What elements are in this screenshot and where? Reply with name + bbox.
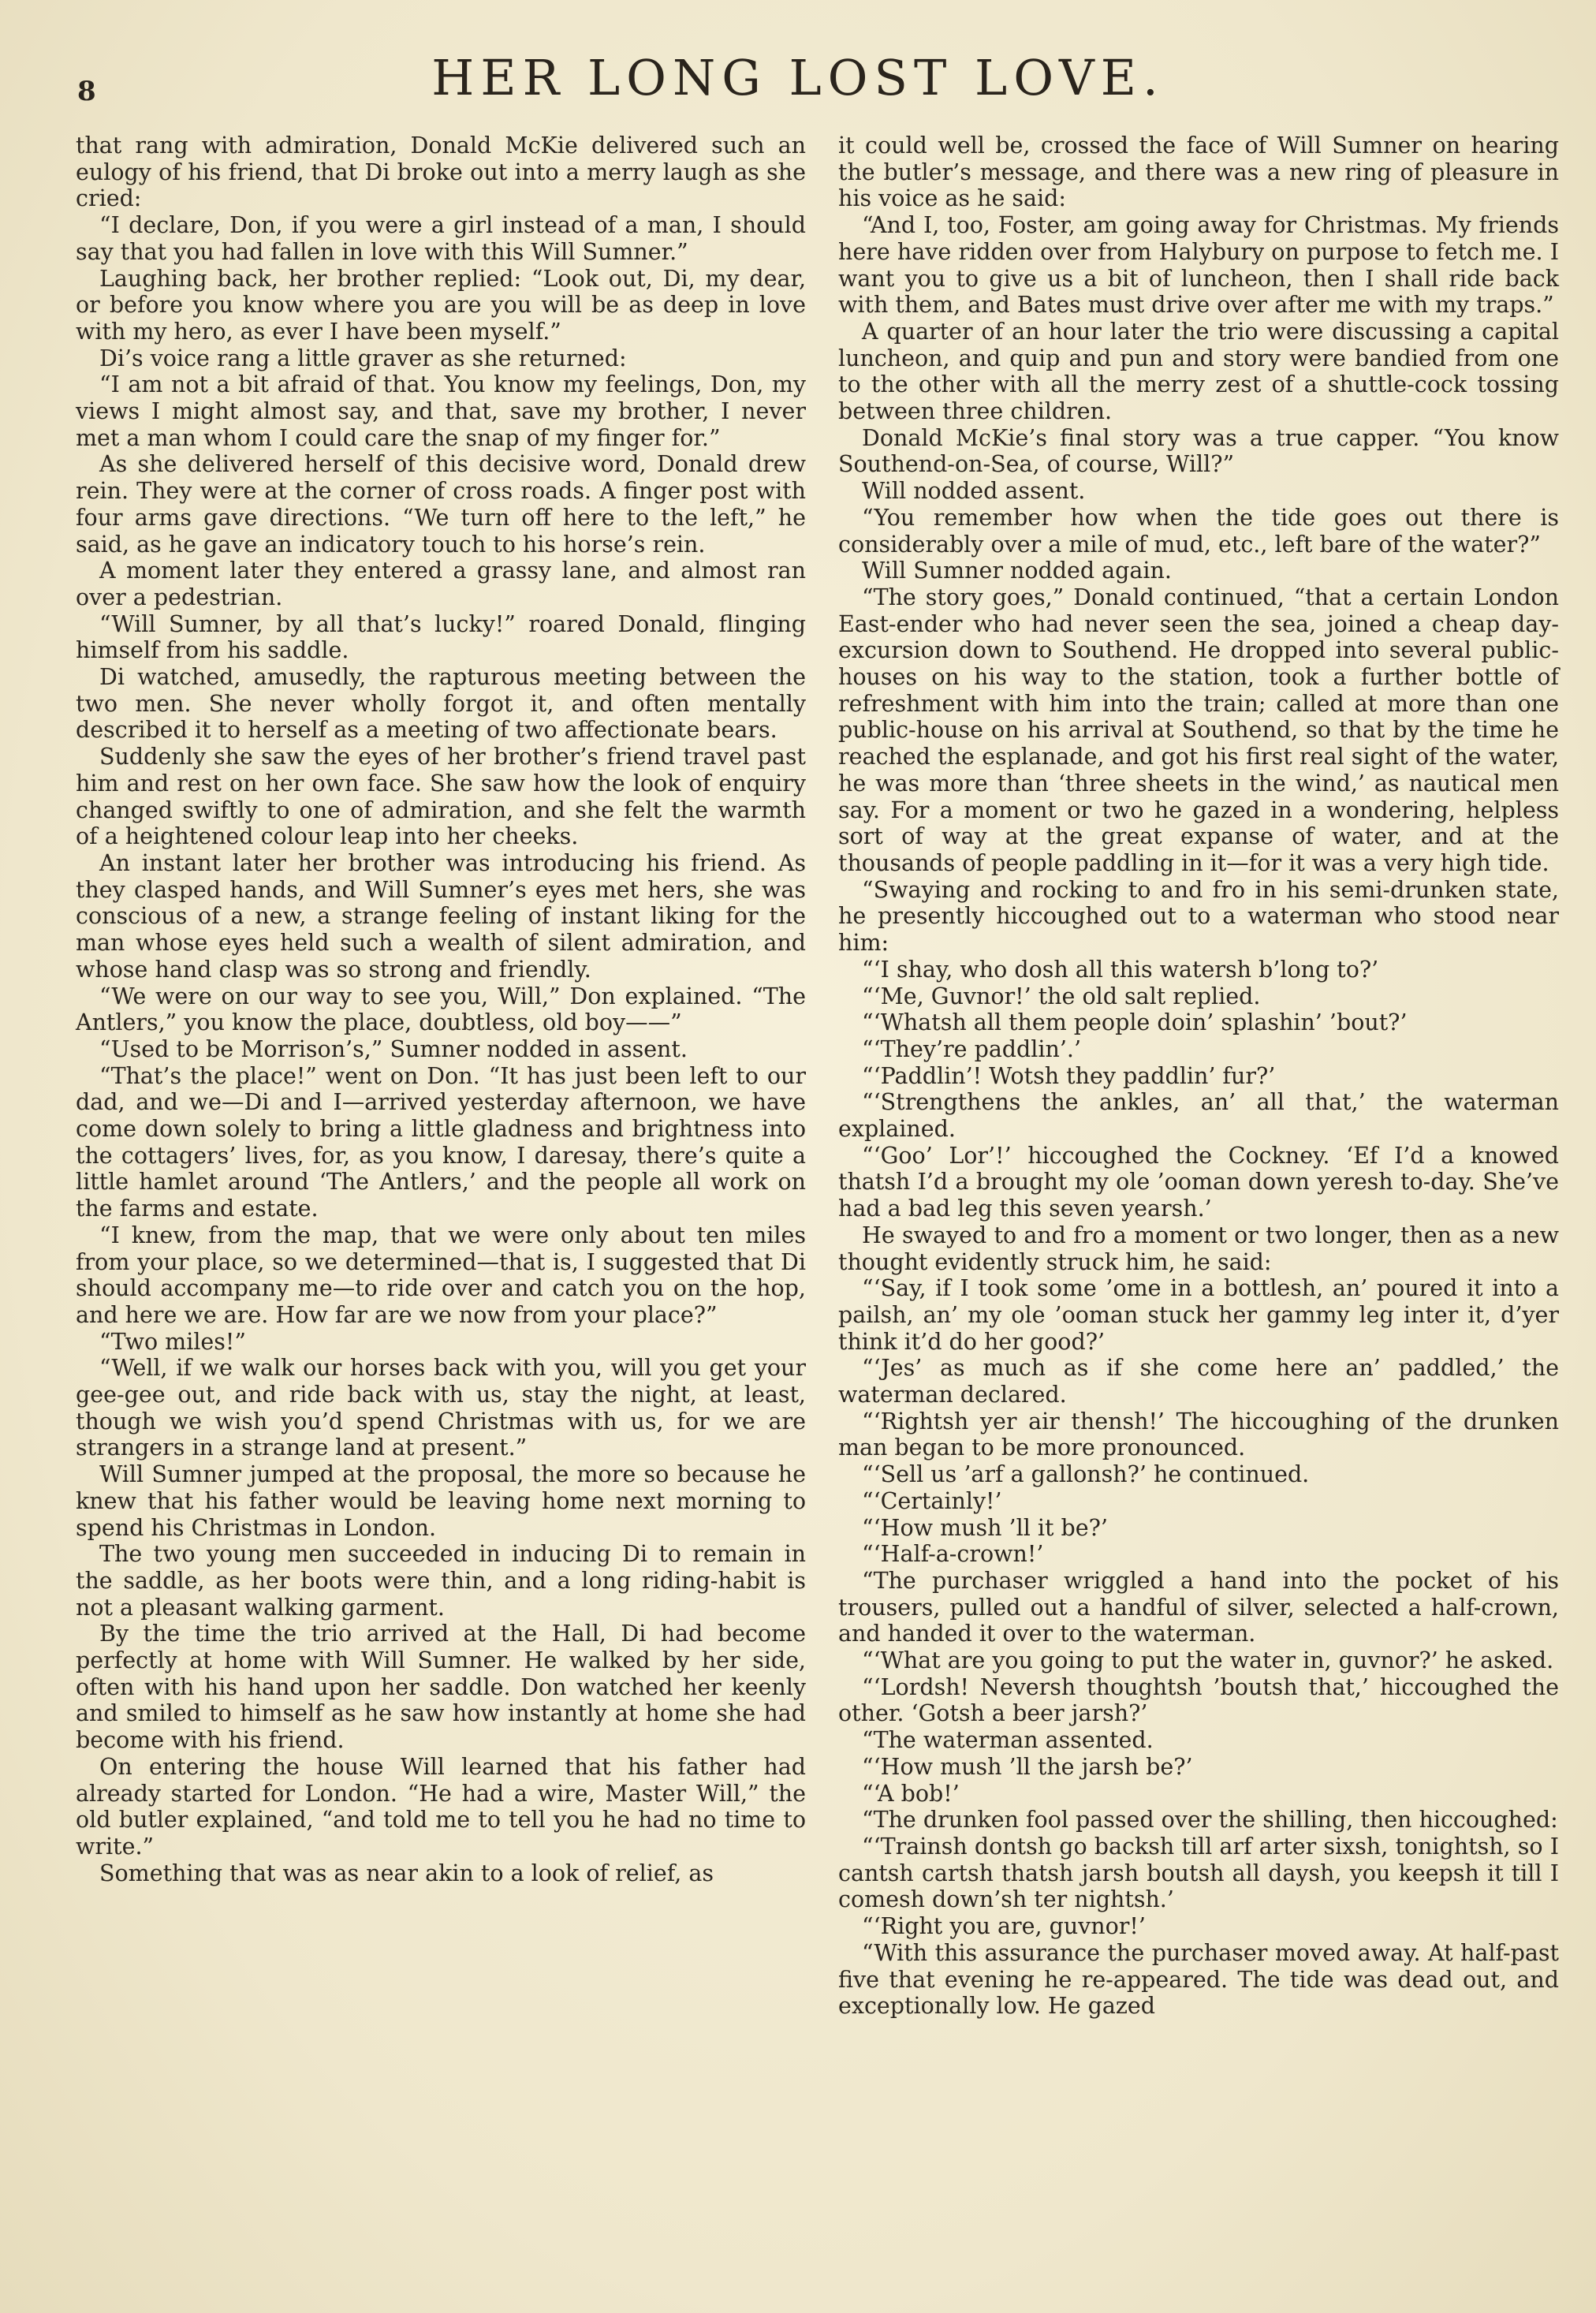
paragraph: Will Sumner nodded again. [862,558,1172,584]
paragraph: “‘How mush ’ll it be?’ [862,1514,1108,1541]
paragraph: “The waterman assented. [862,1727,1154,1754]
paragraph: “Used to be Morrison’s,” Sumner nodded in assent. [99,1035,688,1062]
paragraph: “Well, if we walk our horses back with you, will you get your gee-gee out, and ride back with us, stay the night, at least, though we wish you’d spend Christmas with us, for we are strangers in a strange land at present.” [76,1355,806,1461]
paragraph: “‘Paddlin’! Wotsh they paddlin’ fur?’ [862,1062,1276,1089]
paragraph: “‘How mush ’ll the jarsh be?’ [862,1753,1193,1780]
paragraph: “Swaying and rocking to and fro in his semi-drunken state, he presently hiccoughed out to a waterman who stood near him: [838,876,1559,957]
paragraph: The two young men succeeded in inducing Di to remain in the saddle, as her boots were thin, and a long riding-habit is not a pleasant walking garment. [76,1541,806,1621]
paragraph: “I knew, from the map, that we were only about ten miles from your place, so we determined—that is, I suggested that Di should accompany me—to ride over and catch you on the hop, and here we are. How far are we now from your place?” [76,1222,806,1328]
paragraph: Laughing back, her brother replied: “Look out, Di, my dear, or before you know where you are you will be as deep in love with my hero, as ever I have been myself.” [76,265,806,345]
paragraph: A moment later they entered a grassy lane, and almost ran over a pedestrian. [76,558,806,610]
paragraph: By the time the trio arrived at the Hall, Di had become perfectly at home with Will Sumner. He walked by her side, often with his hand upon her saddle. Don watched her keenly and smiled to himself as he saw how instantly at home she had become with his friend. [76,1621,806,1754]
paragraph: “The purchaser wriggled a hand into the pocket of his trousers, pulled out a handful of silver, selected a half-crown, and handed it over to the waterman. [838,1567,1559,1647]
left-column [76,132,806,1886]
paragraph: “‘What are you going to put the water in, guvnor?’ he asked. [862,1647,1554,1674]
paragraph: “‘Me, Guvnor!’ the old salt replied. [862,983,1261,1009]
paragraph: Donald McKie’s final story was a true capper. “You know Southend-on-Sea, of course, Will?” [838,424,1559,478]
paragraph: “‘Whatsh all them people doin’ splashin’ ’bout?’ [862,1009,1408,1036]
paragraph: “‘Rightsh yer air thensh!’ The hiccoughing of the drunken man began to be more pronounced. [838,1408,1559,1461]
paragraph: Di’s voice rang a little graver as she returned: [99,345,627,371]
paragraph: “Will Sumner, by all that’s lucky!” roared Donald, flinging himself from his saddle. [76,610,806,664]
paragraph: “‘Say, if I took some ’ome in a bottlesh, an’ poured it into a pailsh, an’ my ole ’ooman stuck her gammy leg inter it, d’yer think it’d do her good?’ [838,1275,1559,1355]
paragraph: “With this assurance the purchaser moved away. At half-past five that evening he re-appeared. The tide was dead out, and exceptionally low. He gazed [838,1939,1559,2020]
running-title: HER LONG LOST LOVE. [431,49,1165,106]
paragraph: “‘I shay, who dosh all this watersh b’long to?’ [862,956,1379,983]
paragraph: “‘Lordsh! Neversh thoughtsh ’boutsh that,’ hiccoughed the other. ‘Gotsh a beer jarsh?’ [838,1673,1559,1727]
paragraph: “‘A bob!’ [862,1780,960,1807]
paragraph: An instant later her brother was introducing his friend. As they clasped hands, and Will Sumner’s eyes met hers, she was conscious of a new, a strange feeling of instant liking for the man whose eyes held such a wealth of silent admiration, and whose hand clasp was so strong and friendly. [76,849,806,983]
paragraph: “‘Half-a-crown!’ [862,1541,1044,1568]
paragraph: Suddenly she saw the eyes of her brother’s friend travel past him and rest on her own face. She saw how the look of enquiry changed swiftly to one of admiration, and she felt the warmth of a heightened colour leap into her cheeks. [76,744,806,850]
paragraph: “I am not a bit afraid of that. You know my feelings, Don, my views I might almost say, and that, save my brother, I never met a man whom I could care the snap of my finger for.” [76,371,806,451]
paragraph: Di watched, amusedly, the rapturous meeting between the two men. She never wholly forgot it, and often mentally described it to herself as a meeting of two affectionate bears. [76,664,806,744]
paragraph: “Two miles!” [99,1328,246,1355]
paragraph: “That’s the place!” went on Don. “It has just been left to our dad, and we—Di and I—arrived yesterday afternoon, we have come down solely to bring a little gladness and brightness into the cottagers’ lives, for, as you know, I daresay, there’s quite a little hamlet around ‘The Antlers,’ and the people all work on the farms and estate. [76,1062,806,1222]
paragraph: “We were on our way to see you, Will,” Don explained. “The Antlers,” you know the place, doubtless, old boy——” [76,983,806,1036]
paragraph: He swayed to and fro a moment or two longer, then as a new thought evidently struck him, he said: [838,1222,1559,1275]
paragraph: As she delivered herself of this decisive word, Donald drew rein. They were at the corner of cross roads. A finger post with four arms gave directions. “We turn off here to the left,” he said, as he gave an indicatory touch to his horse’s rein. [76,451,806,558]
paragraph: “You remember how when the tide goes out there is considerably over a mile of mud, etc., left bare of the water?” [838,504,1559,558]
paragraph: “‘Certainly!’ [862,1487,1002,1514]
paragraph: “‘They’re paddlin’.’ [862,1035,1082,1062]
paragraph: “And I, too, Foster, am going away for Christmas. My friends here have ridden over from Halybury on purpose to fetch me. I want you to give us a bit of luncheon, then I shall ride back with them, and Bates must drive over after me with my traps.” [838,212,1559,319]
paragraph: that rang with admiration, Donald McKie delivered such an eulogy of his friend, that Di broke out into a merry laugh as she cried: [76,132,806,212]
paragraph: “‘Sell us ’arf a gallonsh?’ he continued. [862,1461,1310,1488]
paragraph: “‘Strengthens the ankles, an’ all that,’ the waterman explained. [838,1089,1559,1143]
paragraph: it could well be, crossed the face of Will Sumner on hearing the butler’s message, and there was a new ring of pleasure in his voice as he said: [838,132,1559,212]
paragraph: “‘Right you are, guvnor!’ [862,1913,1146,1940]
paragraph: Something that was as near akin to a look of relief, as [99,1860,714,1886]
paragraph: “‘Goo’ Lor’!’ hiccoughed the Cockney. ‘Ef I’d a knowed thatsh I’d a brought my ole ’ooman down yeresh to-day. She’ve had a bad leg this seven yearsh.’ [838,1142,1559,1222]
paragraph: “‘Jes’ as much as if she come here an’ paddled,’ the waterman declared. [838,1355,1559,1408]
page-number: 8 [77,76,97,107]
paragraph: A quarter of an hour later the trio were discussing a capital luncheon, and quip and pun and story were bandied from one to the other with all the merry zest of a shuttle-cock tossing between three children. [838,318,1559,425]
paragraph: “The drunken fool passed over the shilling, then hiccoughed: [862,1807,1558,1834]
paragraph: “The story goes,” Donald continued, “that a certain London East-ender who had never seen the sea, joined a cheap day-excursion down to Southend. He dropped into several public-houses on his way to the station, took a further bottle of refreshment with him into the train; called at more than one public-house on his arrival at Southend, so that by the time he reached the esplanade, and got his first real sight of the water, he was more than ‘three sheets in the wind,’ as nautical men say. For a moment or two he gazed in a wondering, helpless sort of way at the great expanse of water, and at the thousands of people paddling in it—for it was a very high tide. [838,584,1559,876]
paragraph: On entering the house Will learned that his father had already started for London. “He had a wire, Master Will,” the old butler explained, “and told me to tell you he had no time to write.” [76,1753,806,1860]
paragraph: Will nodded assent. [862,478,1086,505]
paragraph: Will Sumner jumped at the proposal, the more so because he knew that his father would be leaving home next morning to spend his Christmas in London. [76,1461,806,1541]
paragraph: “I declare, Don, if you were a girl instead of a man, I should say that you had fallen in love with this Will Sumner.” [76,212,806,265]
right-column [838,132,1559,2020]
paragraph: “‘Trainsh dontsh go backsh till arf arter sixsh, tonightsh, so I cantsh cartsh thatsh jarsh boutsh all daysh, you keepsh it till I comesh down’sh ter nightsh.’ [838,1834,1559,1913]
